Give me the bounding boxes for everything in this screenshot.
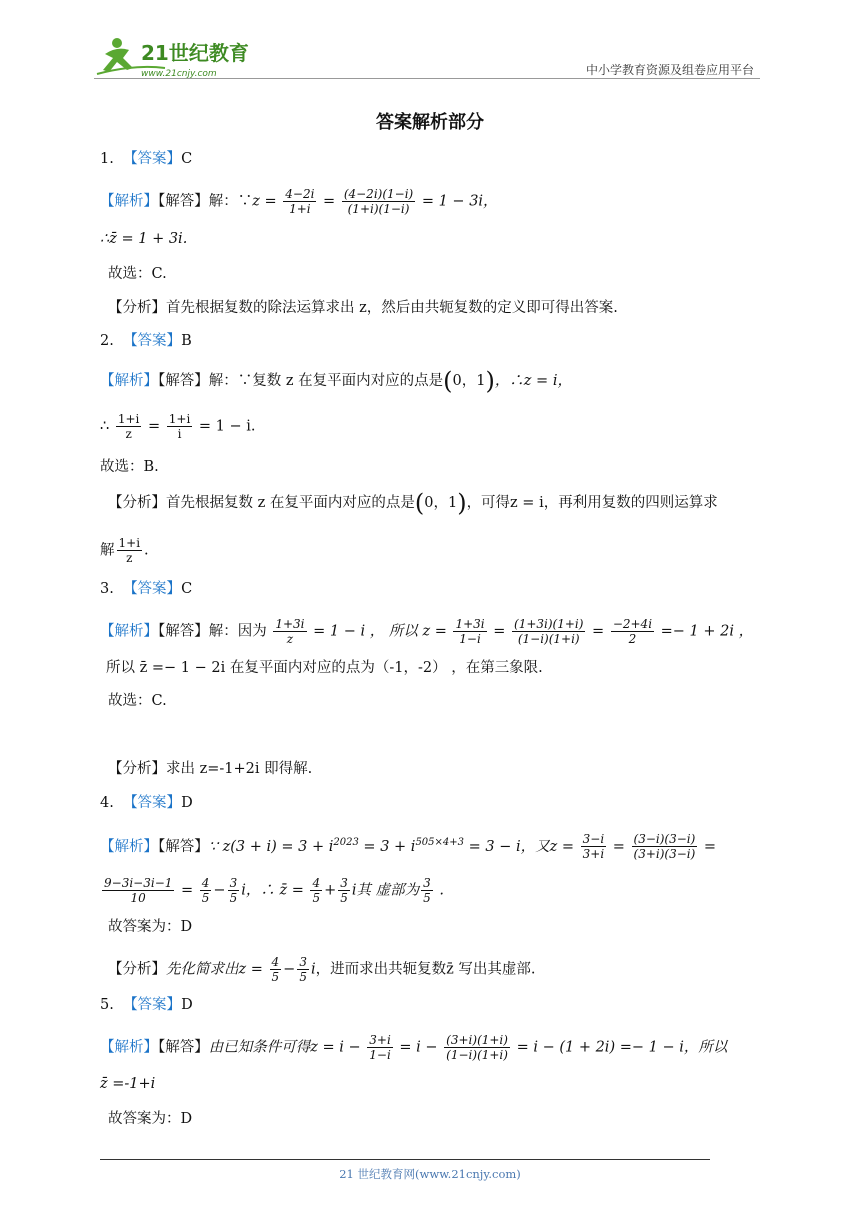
header-platform-text: 中小学教育资源及组卷应用平台 <box>585 63 754 77</box>
q4-conjugate-label: ，∴ z̄ = <box>245 882 304 899</box>
q2-choice: 故选：B. <box>100 459 159 475</box>
q2-solution-line: 【解析】【解答】解：∵复数 z 在复平面内对应的点是(0，1)，∴z = i， <box>100 367 572 395</box>
solution-tag: 【解答】 <box>158 193 209 210</box>
fraction: $\frac{(1+3i)(1+i)}{(1-i)(1+i)}$ <box>514 617 584 646</box>
q4-solution-mid2: = 3 − i，又z = <box>464 838 575 855</box>
q4-review: 【分析】先化简求出z = $\frac{4}{5}$ − $\frac{3}{5}$ i，进而求出共轭复数z̄ 写出其虚部. <box>108 955 536 984</box>
q3-answer-line <box>100 578 192 600</box>
q4-simplify-line: $\frac{9-3i-3i-1}{10}$ = $\frac{4}{5}$ − $\frac{3}{5}$ i，∴ z̄ = $\frac{4}{5}$ + $\frac{3}{5}$ i其 虚部为 $\frac{3}{5}$ . <box>104 876 445 905</box>
q2-result: = 1 − i. <box>198 418 256 435</box>
q2-review: 【分析】首先根据复数 z 在复平面内对应的点是(0，1)，可得z = i，再利用复数的四则运算求 <box>108 489 718 517</box>
analysis-tag: 【解析】 <box>100 193 158 210</box>
fraction: $\frac{1+i}{i}$ <box>168 412 191 441</box>
q3-review-text: 求出 z=-1+2i 即得解. <box>166 761 313 777</box>
q3-solution-mid: = 1 − i ， 所以 z = <box>313 623 447 640</box>
q4-answer-line <box>100 792 193 814</box>
fraction: $\frac{1+i}{z}$ <box>117 412 140 441</box>
fraction: $\frac{3}{5}$ <box>229 876 238 905</box>
q2-review-mid: ，可得z = i，再利用复数的四则运算求 <box>466 495 718 511</box>
q5-answer-line <box>100 994 193 1016</box>
analysis-tag: 【解析】 <box>100 1039 158 1056</box>
page-title: 答案解析部分 <box>376 112 484 133</box>
q3-point-line: 所以 z̄ =− 1 − 2i 在复平面内对应的点为（-1，-2） ，在第三象限. <box>106 660 543 676</box>
q3-number: 3. <box>100 581 114 597</box>
analysis-tag: 【解析】 <box>100 838 158 855</box>
fraction: $\frac{3}{5}$ <box>423 876 431 905</box>
q2-number: 2. <box>100 333 114 349</box>
fraction: $\frac{4}{5}$ <box>201 876 210 905</box>
q3-solution-prefix: 解：因为 <box>208 623 267 640</box>
q3-choice: 故选：C. <box>108 693 167 709</box>
fraction: $\frac{(3+i)(1+i)}{(1-i)(1+i)}$ <box>446 1033 508 1062</box>
fraction: $\frac{(3-i)(3-i)}{(3+i)(3-i)}$ <box>633 832 696 862</box>
minus-sign: − <box>213 882 226 899</box>
q4-imag-label: i其 虚部为 <box>351 882 420 899</box>
q1-choice: 故选：C. <box>108 266 167 282</box>
q5-number: 5. <box>100 997 114 1013</box>
q4-solution-line: 【解析】【解答】∵ $z(3 + i) = 3 + i^{2023} = 3 + i^{505\times 4+3} = 3 - i$，又z = $\frac{3-i}{3+i}$ = $\frac{(3-i)(3-i)}{(3+i)(3-i)}$ = <box>100 832 717 862</box>
q1-number: 1. <box>100 151 114 167</box>
analysis-tag: 【解析】 <box>100 623 158 640</box>
q2-solution-prefix: 解：∵复数 z 在复平面内对应的点是 <box>208 373 444 389</box>
q2-answer-line <box>100 330 192 352</box>
answer-tag: 【答案】 <box>123 333 182 349</box>
q4-review-suffix: ，进而求出共轭复数z̄ 写出其虚部. <box>315 961 536 978</box>
q3-review <box>108 758 312 780</box>
q2-answer: B <box>181 333 192 349</box>
fraction: $\frac{4}{5}$ <box>312 876 321 905</box>
q2-result-line: ∴ $\frac{1+i}{z}$ = $\frac{1+i}{i}$ = 1 − i. <box>100 412 256 441</box>
solution-tag: 【解答】 <box>158 838 209 855</box>
review-tag: 【分析】 <box>108 495 166 511</box>
q5-solution-end: = i − (1 + 2i) =− 1 − i，所以 <box>516 1039 728 1056</box>
answer-tag: 【答案】 <box>123 795 182 811</box>
logo-text: 21世纪教育 <box>141 41 249 65</box>
q5-choice: 故答案为：D <box>108 1111 193 1127</box>
q2-solution-suffix: ，∴z = i， <box>494 373 572 389</box>
q4-number: 4. <box>100 795 114 811</box>
plus-sign: + <box>324 882 337 899</box>
footer-text[interactable]: 21 世纪教育网(www.21cnjy.com) <box>339 1167 521 1181</box>
q1-review <box>108 297 618 319</box>
q5-solution-prefix: 由已知条件可得z = i − <box>208 1039 361 1056</box>
q5-conjugate-line: z̄ =-1+i <box>100 1076 156 1092</box>
fraction: $\frac{1+3i}{z}$ <box>275 617 305 646</box>
q3-solution-end: =− 1 + 2i ， <box>660 623 754 640</box>
q4-solution-prefix: ∵ z(3 + i) = 3 + i <box>208 838 334 855</box>
fraction: $\frac{1+3i}{1-i}$ <box>455 617 485 646</box>
q2-review-prefix: 首先根据复数 z 在复平面内对应的点是 <box>166 495 415 511</box>
q1-review-text: 首先根据复数的除法运算求出 z，然后由共轭复数的定义即可得出答案. <box>166 300 618 316</box>
fraction: $\frac{(4-2i)(1-i)}{(1+i)(1-i)}$ <box>343 187 414 216</box>
review-tag: 【分析】 <box>108 761 166 777</box>
fraction: $\frac{3}{5}$ <box>299 955 307 984</box>
answer-tag: 【答案】 <box>123 581 182 597</box>
q2-review-cont: 解 $\frac{1+i}{z}$ . <box>100 536 149 565</box>
answer-tag: 【答案】 <box>123 997 182 1013</box>
fraction: $\frac{3}{5}$ <box>340 876 348 905</box>
solution-tag: 【解答】 <box>158 623 209 640</box>
q2-review-cont-text: 解 <box>100 542 115 559</box>
q2-point: 0，1 <box>424 495 458 511</box>
review-tag: 【分析】 <box>108 961 166 978</box>
logo-url: www.21cnjy.com <box>141 69 217 79</box>
q4-review-prefix: 先化简求出z = <box>166 961 263 978</box>
q4-choice: 故答案为：D <box>108 919 193 935</box>
q5-solution-mid: = i − <box>399 1039 438 1056</box>
fraction: $\frac{3+i}{1-i}$ <box>369 1033 391 1062</box>
header-divider <box>94 78 760 79</box>
footer-divider <box>100 1159 710 1160</box>
q1-answer-line <box>100 148 192 170</box>
q1-solution-line: 【解析】【解答】解：∵z = $\frac{4-2i}{1+i}$ = $\frac{(4-2i)(1-i)}{(1+i)(1-i)}$ = 1 − 3i， <box>100 187 498 216</box>
fraction: $\frac{-2+4i}{2}$ <box>612 617 653 646</box>
q5-answer: D <box>181 997 193 1013</box>
q2-point: 0，1 <box>452 373 486 389</box>
therefore-symbol: ∴ <box>100 418 110 435</box>
q4-answer: D <box>181 795 193 811</box>
q1-conjugate-line: ∴z̄ = 1 + 3i. <box>100 231 188 247</box>
q4-exponent-1: 2023 <box>333 837 359 848</box>
analysis-tag: 【解析】 <box>100 373 158 389</box>
review-tag: 【分析】 <box>108 300 166 316</box>
fraction: $\frac{3-i}{3+i}$ <box>582 832 605 862</box>
q4-solution-mid1: = 3 + i <box>358 838 416 855</box>
q4-exponent-2: 505×4+3 <box>415 837 465 848</box>
q1-answer: C <box>181 151 193 167</box>
q5-solution-line <box>100 1033 727 1062</box>
fraction: $\frac{1+i}{z}$ <box>118 536 141 565</box>
q3-solution-line: 【解析】【解答】解：因为 $\frac{1+3i}{z}$ = 1 − i ， 所以 z = $\frac{1+3i}{1-i}$ = $\frac{(1+3i)(1+i)}{(1-i)(1+i)}$ = $\frac{-2+4i}{2}$ =− 1 + 2i ， <box>100 617 754 646</box>
q1-solution-prefix: 解：∵ <box>208 193 253 210</box>
solution-tag: 【解答】 <box>158 373 209 389</box>
answer-tag: 【答案】 <box>123 151 182 167</box>
solution-tag: 【解答】 <box>158 1039 209 1056</box>
site-logo <box>95 34 265 80</box>
fraction: $\frac{4-2i}{1+i}$ <box>285 187 315 216</box>
q3-answer: C <box>181 581 193 597</box>
fraction: $\frac{4}{5}$ <box>271 955 280 984</box>
fraction: $\frac{9-3i-3i-1}{10}$ <box>104 876 173 905</box>
